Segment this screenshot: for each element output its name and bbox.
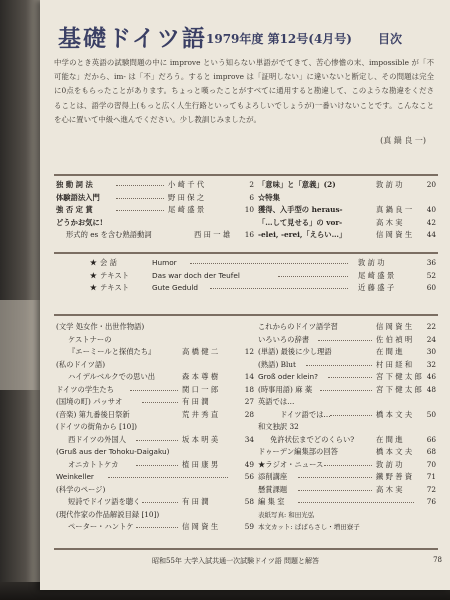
toc-entry[interactable] — [56, 472, 254, 485]
leader-dots — [116, 185, 164, 186]
toc-entry-page: 34 — [244, 434, 254, 444]
toc-entry[interactable] — [56, 522, 254, 535]
leader-dots — [116, 210, 164, 211]
toc-entry-page: 49 — [244, 459, 254, 469]
toc-entry-author: 鐵 野 善 資 — [376, 472, 413, 481]
toc-entry[interactable] — [258, 205, 436, 218]
leader-dots — [320, 390, 372, 391]
toc-entry — [56, 447, 254, 460]
page-header — [58, 20, 448, 54]
feature-mark: ★ — [90, 283, 97, 292]
preface-signature: (真 鍋 良 一) — [380, 135, 426, 145]
toc-entry[interactable] — [56, 347, 254, 360]
feature-page: 60 — [426, 283, 436, 292]
footer-text: 昭和55年 大学入試共通一次試験ドイツ語 問題と解答 — [152, 557, 320, 565]
toc-entry[interactable] — [258, 497, 436, 510]
toc-entry[interactable] — [258, 485, 436, 498]
toc-entry[interactable] — [258, 218, 436, 231]
toc-entry-title: いろいろの辞書 — [258, 334, 310, 344]
feature-entry[interactable] — [90, 258, 436, 271]
leader-dots — [136, 527, 178, 528]
toc-entry-title: (科学のページ) — [56, 484, 106, 494]
toc-entry[interactable] — [56, 497, 254, 510]
toc-entry-page: 22 — [426, 322, 436, 331]
toc-entry[interactable] — [258, 435, 436, 448]
toc-entry-author: 野 田 保 之 — [168, 192, 205, 202]
toc-entry-title: 強 否 定 賞 — [56, 205, 93, 214]
toc-entry-page: 70 — [426, 459, 436, 469]
divider — [54, 174, 438, 176]
toc-entry-title: (現代作家の作品解説目録 [10]) — [56, 509, 160, 519]
toc-entry-page: 14 — [244, 372, 254, 381]
toc-entry-page: 27 — [244, 397, 254, 406]
toc-entry[interactable] — [56, 193, 254, 206]
leader-dots — [306, 365, 372, 366]
toc-entry — [56, 218, 254, 231]
toc-entry-page: 42 — [426, 217, 436, 227]
toc-entry-author: 信 岡 資 生 — [376, 230, 413, 239]
leader-dots — [298, 477, 372, 478]
toc-entry-author: 佐 伯 禎 明 — [376, 334, 413, 344]
toc-entry-author: 有 田 潤 — [182, 397, 209, 406]
feature-label: テキスト — [100, 270, 130, 280]
toc-entry-title: (時事用語) 麻 薬 — [258, 384, 313, 394]
leader-dots — [142, 402, 178, 403]
leader-dots — [190, 263, 348, 264]
toc-entry-page: 6 — [249, 192, 254, 202]
toc-entry-author: 在 間 進 — [376, 434, 403, 444]
toc-entry[interactable] — [258, 385, 436, 398]
feature-title: Das war doch der Teufel — [152, 270, 240, 280]
toc-entry[interactable] — [258, 360, 436, 373]
leader-dots — [130, 390, 178, 391]
toc-entry[interactable] — [258, 447, 436, 460]
toc-entry-author: 村 田 経 和 — [376, 359, 413, 369]
toc-entry-title: Weinkeller — [56, 472, 94, 481]
toc-left-column-1 — [56, 180, 254, 250]
feature-author: 尾 崎 盛 景 — [358, 270, 395, 280]
toc-entry-author: 高 木 実 — [376, 217, 403, 227]
toc-entry[interactable] — [258, 180, 436, 193]
toc-entry-title: 「…して見せる」の vor- — [258, 217, 343, 227]
toc-entry — [56, 510, 254, 523]
toc-entry[interactable] — [56, 435, 254, 448]
toc-entry — [258, 510, 436, 523]
toc-entry[interactable] — [258, 347, 436, 360]
toc-entry-title: 獲得、入手型の heraus- — [258, 205, 343, 214]
toc-entry-title: (国境の町) パッサオ — [56, 397, 123, 406]
toc-entry-author: 敦 訪 功 — [376, 459, 403, 469]
feature-page: 36 — [426, 258, 436, 267]
toc-entry-author: 敦 訪 功 — [376, 180, 403, 189]
toc-entry-title: ドイツの学生たち — [56, 384, 115, 394]
toc-entry-author: 信 岡 資 生 — [376, 322, 413, 331]
feature-mark: ★ — [90, 270, 97, 280]
toc-entry[interactable] — [258, 460, 436, 473]
toc-entry-page: 46 — [426, 372, 436, 381]
toc-entry-author: 尾 崎 盛 景 — [168, 205, 205, 214]
toc-entry-title: 本文カット: ぱばらさし・増田寮子 — [258, 523, 360, 531]
toc-entry-page: 76 — [426, 497, 436, 506]
toc-entry — [258, 397, 436, 410]
toc-entry-title: ドゥーデン編集部の回答 — [258, 447, 338, 456]
toc-entry[interactable] — [56, 230, 254, 243]
toc-entry[interactable] — [56, 460, 254, 473]
toc-entry-page: 12 — [244, 347, 254, 356]
toc-entry-title: (音楽) 第九番後日祭新 — [56, 409, 130, 419]
toc-entry-title: 免許状伝までどのくらい? — [270, 434, 355, 444]
toc-entry-title: 表紙写真: 和田光弘 — [258, 510, 315, 519]
leader-dots — [278, 276, 348, 277]
toc-entry-title: (Gruß aus der Tohoku-Daigaku) — [56, 447, 170, 456]
toc-entry[interactable] — [56, 372, 254, 385]
toc-entry-author: 関 口 一 郎 — [182, 384, 219, 394]
adjacent-page-strip — [0, 300, 44, 390]
toc-entry-author: 高 木 実 — [376, 484, 403, 494]
toc-entry-title: ★ラジオ・ニュース — [258, 459, 324, 469]
toc-entry-title: (私のドイツ語) — [56, 359, 106, 369]
toc-entry-title: ケストナーの — [68, 334, 112, 344]
toc-entry-title: 独 動 詞 法 — [56, 180, 93, 189]
toc-entry-page: 66 — [426, 434, 436, 444]
feature-author: 近 藤 盛 子 — [358, 283, 395, 292]
toc-entry-title: (熟語) Blut — [258, 359, 296, 369]
toc-entry-page: 18 — [244, 384, 254, 394]
feature-mark: ★ — [90, 258, 97, 267]
feature-title: Humor — [152, 258, 177, 267]
leader-dots — [116, 198, 164, 199]
toc-entry — [56, 322, 254, 335]
toc-entry-author: 宮 下 健 太 郎 — [376, 384, 422, 394]
feature-entry[interactable] — [90, 283, 436, 296]
toc-entry-title: ☆特集 — [258, 192, 280, 202]
toc-entry-title: ドイツ語では… — [280, 409, 331, 419]
toc-entry-title: (文学 処女作・出世作物語) — [56, 322, 145, 331]
leader-dots — [210, 288, 348, 289]
toc-entry-title: 西ドイツの外国人 — [68, 434, 127, 444]
toc-entry-page: 68 — [426, 447, 436, 456]
preface-text: 中学のとき英語の試験問題の中に improve という知らない単語がでてきて、苦心惨憺の末、impossible が「不可能な」だから、im- は「不」だろう。すると improve は「証明しない」に違いないと断定し、その問題は完全に0点をもらったことがあります。ちょっと嘆ったことがすべてに通用すると勘違して、このような勘違をくださることは、語学の習得上(もっと広く人生行路といってもよろしいでしょうが)一番いけないことです。こんなことを心に置いて中級へ進んでください。少し教訓じみましたが。 — [54, 58, 434, 124]
toc-entry-title: (ドイツの街角から [10]) — [56, 422, 138, 431]
toc-entry — [56, 360, 254, 373]
toc-entry-author: 信 岡 資 生 — [182, 522, 219, 531]
toc-entry-page: 58 — [244, 497, 254, 506]
toc-entry-page: 28 — [244, 409, 254, 419]
toc-entry-author: 荒 井 秀 直 — [182, 409, 219, 419]
magazine-title: 基礎ドイツ語 — [58, 26, 207, 52]
divider — [54, 252, 438, 254]
toc-entry-page: 20 — [426, 180, 436, 189]
feature-label: 会 話 — [100, 258, 117, 267]
toc-entry-title: ハイデルベルクでの思い出 — [68, 372, 156, 381]
toc-entry-page: 2 — [249, 180, 254, 189]
toc-entry-page: 44 — [426, 230, 436, 239]
issue-label: 1979年度 第12号(4月号) — [206, 32, 352, 46]
toc-entry — [56, 335, 254, 348]
toc-entry-page: 10 — [244, 205, 254, 214]
toc-entry[interactable] — [258, 372, 436, 385]
divider — [54, 548, 438, 550]
toc-entry-title: 和文独訳 32 — [258, 422, 299, 431]
toc-entry-author: 森 本 尊 樹 — [182, 372, 219, 381]
toc-features — [90, 258, 436, 296]
toc-entry — [258, 193, 436, 206]
leader-dots — [328, 377, 372, 378]
leader-dots — [330, 415, 372, 416]
toc-entry-title: 英語では… — [258, 397, 295, 406]
toc-entry[interactable] — [258, 322, 436, 335]
leader-dots — [136, 465, 178, 466]
toc-label: 目次 — [378, 32, 403, 46]
toc-entry-page: 30 — [426, 347, 436, 356]
toc-entry-title: -elei, -erei,「えらい…」 — [258, 230, 347, 239]
leader-dots — [136, 440, 178, 441]
toc-entry — [258, 422, 436, 435]
toc-entry-title: 形式的 es を含む熟語動詞 — [66, 230, 152, 239]
toc-entry[interactable] — [56, 385, 254, 398]
toc-entry — [56, 485, 254, 498]
toc-entry-title: ペーター・ハントケ — [68, 522, 134, 531]
toc-entry-author: 小 崎 千 代 — [168, 180, 205, 189]
toc-entry-page: 40 — [426, 205, 436, 214]
toc-entry-page: 16 — [244, 230, 254, 239]
toc-entry-page: 72 — [426, 484, 436, 494]
toc-entry-author: 植 田 康 男 — [182, 459, 219, 469]
toc-entry-author: 西 田 一 雄 — [194, 230, 231, 239]
toc-entry-title: (単語) 最後に少し理語 — [258, 347, 332, 356]
leader-dots — [318, 340, 372, 341]
toc-left-column-2 — [56, 322, 254, 535]
toc-right-column-2 — [258, 322, 436, 535]
toc-entry[interactable] — [56, 410, 254, 423]
footer-entry[interactable] — [152, 556, 442, 568]
toc-entry-page: 59 — [244, 522, 254, 531]
leader-dots — [324, 465, 372, 466]
toc-entry-author: 有 田 潤 — [182, 497, 209, 506]
toc-entry-author: 在 間 進 — [376, 347, 403, 356]
toc-entry-title: 添削講座 — [258, 472, 288, 481]
toc-entry[interactable] — [258, 230, 436, 243]
toc-entry[interactable] — [258, 335, 436, 348]
toc-entry-page: 56 — [244, 472, 254, 481]
toc-entry-page: 48 — [426, 384, 436, 394]
toc-entry-page: 24 — [426, 334, 436, 344]
divider — [54, 314, 438, 316]
toc-entry-author: 橋 本 文 夫 — [376, 409, 413, 419]
toc-entry — [56, 422, 254, 435]
preface — [54, 56, 434, 148]
toc-entry-author: 橋 本 文 夫 — [376, 447, 413, 456]
leader-dots — [298, 490, 372, 491]
toc-entry-author: 坂 本 明 美 — [182, 434, 219, 444]
feature-title: Gute Geduld — [152, 283, 199, 292]
toc-entry[interactable] — [56, 180, 254, 193]
toc-entry-author: 宮 下 健 太 郎 — [376, 372, 422, 381]
toc-entry-title: 『エーミールと探偵たち』 — [68, 347, 156, 356]
toc-entry[interactable] — [56, 397, 254, 410]
feature-page: 52 — [426, 270, 436, 280]
feature-entry[interactable] — [90, 271, 436, 284]
toc-entry-title: Groß oder klein? — [258, 372, 319, 381]
toc-entry-title: これからのドイツ語学習 — [258, 322, 338, 331]
toc-entry[interactable] — [258, 410, 436, 423]
toc-entry-page: 50 — [426, 409, 436, 419]
leader-dots — [142, 502, 178, 503]
footer-page: 78 — [433, 556, 442, 564]
toc-entry[interactable] — [56, 205, 254, 218]
feature-author: 敦 訪 功 — [358, 258, 385, 267]
toc-entry-page: 71 — [426, 472, 436, 481]
toc-entry-title: 懸賞課題 — [258, 484, 288, 494]
toc-entry-title: 「意味」と「意義」(2) — [258, 180, 336, 189]
leader-dots — [298, 502, 414, 503]
toc-page — [40, 0, 450, 590]
toc-entry-title: 編 集 室 — [258, 497, 285, 506]
toc-entry-title: オニカトトケカ — [68, 459, 119, 469]
toc-entry — [258, 522, 436, 535]
toc-entry-author: 高 橋 健 二 — [182, 347, 219, 356]
feature-label: テキスト — [100, 283, 130, 292]
toc-entry-title: 体験語法入門 — [56, 192, 100, 202]
toc-entry-title: 短詩でドイツ語を聴く — [68, 497, 141, 506]
toc-entry-title: どうかお気に! — [56, 217, 103, 227]
leader-dots — [108, 477, 228, 478]
toc-entry-page: 32 — [426, 359, 436, 369]
toc-right-column-1 — [258, 180, 436, 250]
toc-entry-author: 真 鍋 良 一 — [376, 205, 413, 214]
toc-entry[interactable] — [258, 472, 436, 485]
